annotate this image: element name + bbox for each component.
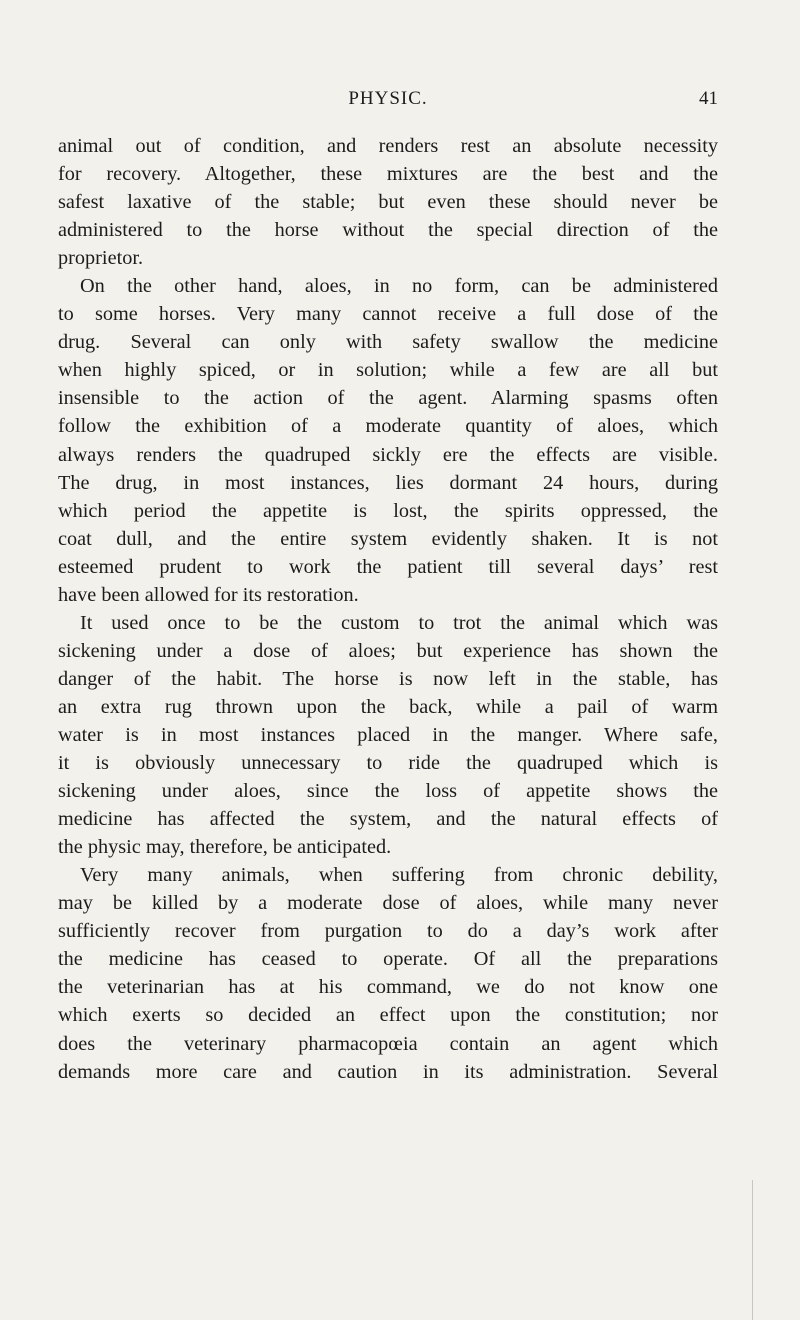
text-line: danger of the habit. The horse is now left in the stable, has bbox=[58, 667, 718, 690]
text-line: for recovery. Altogether, these mixtures are the best and the bbox=[58, 163, 718, 186]
text-line: sufficiently recover from purgation to do a day’s work after bbox=[58, 920, 718, 943]
text-line: the physic may, therefore, be anticipated. bbox=[58, 836, 392, 859]
page-number: 41 bbox=[699, 88, 718, 109]
text-line: follow the exhibition of a moderate quantity of aloes, which bbox=[58, 415, 718, 438]
text-line: an extra rug thrown upon the back, while a pail of warm bbox=[58, 695, 718, 718]
text-line: The drug, in most instances, lies dormant 24 hours, during bbox=[58, 471, 718, 494]
text-line: which exerts so decided an effect upon the constitution; nor bbox=[58, 1004, 718, 1027]
text-line: It used once to be the custom to trot the animal which was bbox=[80, 611, 718, 634]
page-header bbox=[58, 88, 718, 116]
text-line: to some horses. Very many cannot receive a full dose of the bbox=[58, 303, 718, 326]
page-edge-mark bbox=[752, 1180, 753, 1320]
text-line: does the veterinary pharmacopœia contain an agent which bbox=[58, 1032, 718, 1055]
text-line: sickening under a dose of aloes; but experience has shown the bbox=[58, 639, 718, 662]
text-line: water is in most instances placed in the manger. Where safe, bbox=[58, 723, 718, 746]
text-line: the veterinarian has at his command, we do not know one bbox=[58, 976, 718, 999]
text-line: it is obviously unnecessary to ride the quadruped which is bbox=[58, 752, 718, 775]
text-line: may be killed by a moderate dose of aloes, while many never bbox=[58, 892, 718, 915]
text-line: On the other hand, aloes, in no form, can be administered bbox=[80, 275, 718, 298]
text-line: when highly spiced, or in solution; while a few are all but bbox=[58, 359, 718, 382]
text-line: proprietor. bbox=[58, 247, 144, 270]
text-line: always renders the quadruped sickly ere the effects are visible. bbox=[58, 443, 718, 466]
text-line: demands more care and caution in its administration. Several bbox=[58, 1060, 718, 1083]
body-text bbox=[58, 132, 718, 1086]
text-line: drug. Several can only with safety swallow the medicine bbox=[58, 331, 718, 354]
text-line: Very many animals, when suffering from chronic debility, bbox=[80, 864, 718, 887]
running-head: PHYSIC. bbox=[348, 88, 428, 109]
text-line: esteemed prudent to work the patient till several days’ rest bbox=[58, 555, 718, 578]
text-line: safest laxative of the stable; but even these should never be bbox=[58, 191, 718, 214]
text-line: sickening under aloes, since the loss of appetite shows the bbox=[58, 780, 718, 803]
text-line: administered to the horse without the special direction of the bbox=[58, 219, 718, 242]
text-line: the medicine has ceased to operate. Of all the preparations bbox=[58, 948, 718, 971]
text-line: which period the appetite is lost, the spirits oppressed, the bbox=[58, 499, 718, 522]
text-line: medicine has affected the system, and the natural effects of bbox=[58, 808, 718, 831]
text-line: animal out of condition, and renders rest an absolute necessity bbox=[58, 135, 718, 157]
text-line: have been allowed for its restoration. bbox=[58, 583, 359, 606]
text-line: coat dull, and the entire system evidently shaken. It is not bbox=[58, 527, 718, 550]
text-line: insensible to the action of the agent. Alarming spasms often bbox=[58, 387, 718, 410]
